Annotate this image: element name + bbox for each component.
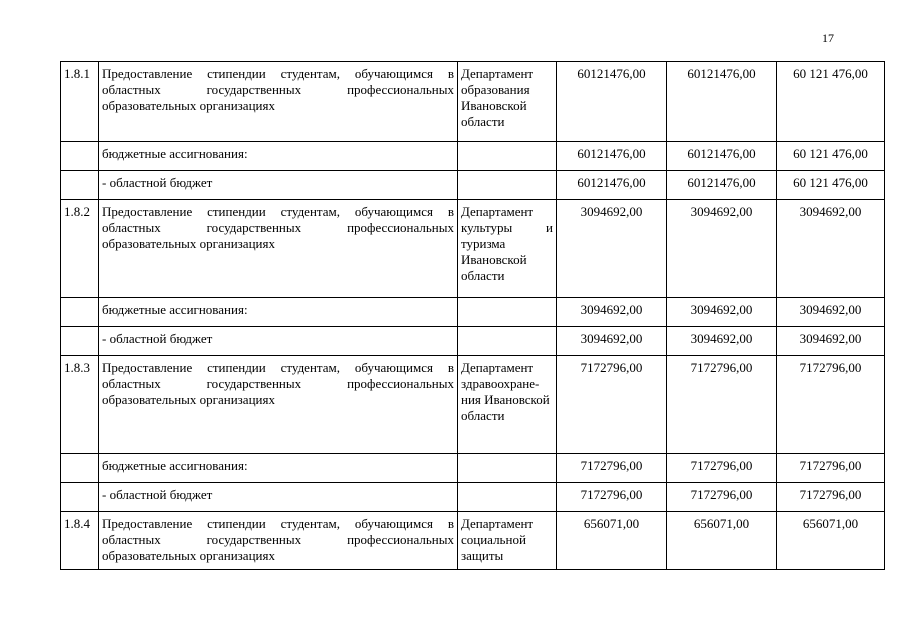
- table-row: [61, 200, 885, 298]
- amount-year-2: 3094692,00: [667, 298, 777, 327]
- amount-year-1: 7172796,00: [557, 356, 667, 454]
- item-department: Департамент образования Ивановской области: [458, 62, 557, 142]
- amount-year-1: 60121476,00: [557, 171, 667, 200]
- item-department: Департамент культуры и туризма Ивановской области: [458, 200, 557, 298]
- amount-year-1: 7172796,00: [557, 483, 667, 512]
- table-row: [61, 142, 885, 171]
- item-code: 1.8.1: [61, 62, 99, 142]
- amount-year-2: 60121476,00: [667, 62, 777, 142]
- allocations-label: бюджетные ассигнования:: [99, 298, 458, 327]
- item-department: Департамент здравоохране-ния Ивановской области: [458, 356, 557, 454]
- amount-year-1: 3094692,00: [557, 327, 667, 356]
- item-description: Предоставление стипендии студентам, обучающимся в областных государственных профессиональных образовательных организациях: [99, 200, 458, 298]
- page-number: 17: [822, 31, 834, 45]
- amount-year-2: 7172796,00: [667, 454, 777, 483]
- amount-year-1: 3094692,00: [557, 200, 667, 298]
- allocations-label: бюджетные ассигнования:: [99, 454, 458, 483]
- budget-table: [60, 61, 885, 570]
- amount-year-3: 7172796,00: [777, 454, 885, 483]
- item-description: Предоставление стипендии студентам, обучающимся в областных государственных профессиональных образовательных организациях: [99, 512, 458, 570]
- amount-year-1: 656071,00: [557, 512, 667, 570]
- amount-year-3: 3094692,00: [777, 200, 885, 298]
- amount-year-3: 3094692,00: [777, 298, 885, 327]
- regional-budget-label: - областной бюджет: [99, 327, 458, 356]
- regional-budget-label: - областной бюджет: [99, 171, 458, 200]
- amount-year-1: 60121476,00: [557, 142, 667, 171]
- amount-year-1: 7172796,00: [557, 454, 667, 483]
- table-row: [61, 171, 885, 200]
- amount-year-2: 7172796,00: [667, 356, 777, 454]
- amount-year-3: 7172796,00: [777, 356, 885, 454]
- amount-year-2: 656071,00: [667, 512, 777, 570]
- amount-year-3: 60 121 476,00: [777, 171, 885, 200]
- amount-year-2: 60121476,00: [667, 171, 777, 200]
- table-row: [61, 62, 885, 142]
- table-row: [61, 356, 885, 454]
- amount-year-2: 60121476,00: [667, 142, 777, 171]
- item-code: 1.8.2: [61, 200, 99, 298]
- item-code: 1.8.3: [61, 356, 99, 454]
- table-row: [61, 454, 885, 483]
- amount-year-3: 656071,00: [777, 512, 885, 570]
- amount-year-3: 7172796,00: [777, 483, 885, 512]
- amount-year-1: 3094692,00: [557, 298, 667, 327]
- table-row: [61, 483, 885, 512]
- allocations-label: бюджетные ассигнования:: [99, 142, 458, 171]
- regional-budget-label: - областной бюджет: [99, 483, 458, 512]
- table-row: [61, 298, 885, 327]
- amount-year-2: 7172796,00: [667, 483, 777, 512]
- item-description: Предоставление стипендии студентам, обучающимся в областных государственных профессиональных образовательных организациях: [99, 62, 458, 142]
- item-code: 1.8.4: [61, 512, 99, 570]
- amount-year-1: 60121476,00: [557, 62, 667, 142]
- item-description: Предоставление стипендии студентам, обучающимся в областных государственных профессиональных образовательных организациях: [99, 356, 458, 454]
- amount-year-3: 3094692,00: [777, 327, 885, 356]
- item-department: Департамент социальной защиты: [458, 512, 557, 570]
- amount-year-3: 60 121 476,00: [777, 142, 885, 171]
- amount-year-2: 3094692,00: [667, 327, 777, 356]
- table-row: [61, 327, 885, 356]
- amount-year-2: 3094692,00: [667, 200, 777, 298]
- table-row: [61, 512, 885, 570]
- amount-year-3: 60 121 476,00: [777, 62, 885, 142]
